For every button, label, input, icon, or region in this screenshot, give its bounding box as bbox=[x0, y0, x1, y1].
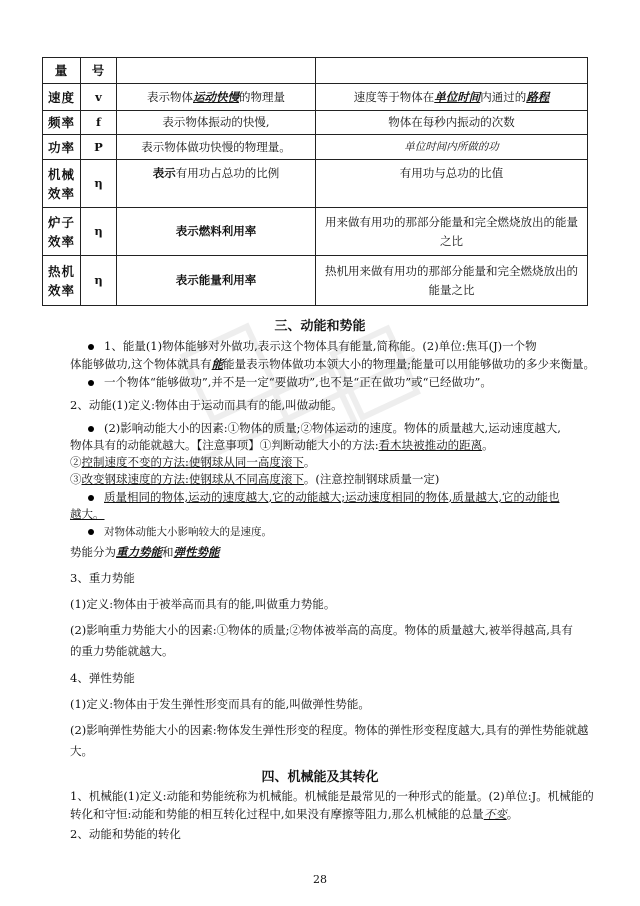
quantity-symbol: f bbox=[81, 111, 117, 135]
paragraph: 越大。 bbox=[70, 507, 105, 521]
paragraph: (2)影响重力势能大小的因素:①物体的质量;②物体被举高的高度。物体的质量越大,被举得越高,具有 bbox=[70, 623, 573, 637]
quantity-name: 炉子 效率 bbox=[43, 208, 81, 256]
quantity-definition: 有用功与总功的比值 bbox=[316, 160, 588, 208]
quantity-meaning: 表示物体运动快慢的物理量 bbox=[117, 84, 316, 111]
paragraph: (2)影响动能大小的因素:①物体的质量;②物体运动的速度。物体的质量越大,运动速度越大, bbox=[88, 420, 561, 437]
paragraph: 1、能量(1)物体能够对外做功,表示这个物体具有能量,简称能。(2)单位:焦耳(J)一个物 bbox=[88, 338, 537, 355]
quantity-name: 量 bbox=[43, 58, 81, 84]
table-row bbox=[43, 208, 588, 256]
paragraph: ②控制速度不变的方法:使钢球从同一高度滚下。 bbox=[70, 455, 316, 469]
quantity-definition: 用来做有用功的那部分能量和完全燃烧放出的能量 之比 bbox=[316, 208, 588, 256]
quantity-definition: 单位时间内所做的功 bbox=[316, 135, 588, 160]
paragraph: 3、重力势能 bbox=[70, 571, 135, 585]
quantity-symbol: 号 bbox=[81, 58, 117, 84]
quantity-meaning: 表示能量利用率 bbox=[117, 256, 316, 306]
table-row bbox=[43, 160, 588, 208]
quantity-symbol: η bbox=[81, 256, 117, 306]
paragraph: 转化和守恒:动能和势能的相互转化过程中,如果没有摩擦等阻力,那么机械能的总量不变。 bbox=[70, 807, 519, 821]
section-title: 四、机械能及其转化 bbox=[261, 770, 379, 785]
table-row bbox=[43, 111, 588, 135]
section-title: 三、动能和势能 bbox=[274, 319, 366, 334]
table-row bbox=[43, 135, 588, 160]
paragraph: 2、动能和势能的转化 bbox=[70, 827, 181, 841]
bullet-icon bbox=[88, 380, 94, 386]
table-row bbox=[43, 84, 588, 111]
quantity-meaning: 表示有用功占总功的比例 bbox=[117, 160, 316, 208]
bullet-icon bbox=[88, 426, 94, 432]
quantity-name: 速度 bbox=[43, 84, 81, 111]
quantity-name: 频率 bbox=[43, 111, 81, 135]
quantity-definition: 物体在每秒内振动的次数 bbox=[316, 111, 588, 135]
paragraph: (1)定义:物体由于发生弹性形变而具有的能,叫做弹性势能。 bbox=[70, 697, 370, 711]
paragraph: 1、机械能(1)定义:动能和势能统称为机械能。机械能是最常见的一种形式的能量。(2)单位:J。机械能的 bbox=[70, 789, 594, 803]
paragraph: 的重力势能就越大。 bbox=[70, 644, 174, 658]
quantity-name: 机械 效率 bbox=[43, 160, 81, 208]
paragraph: 质量相同的物体,运动的速度越大,它的动能越大;运动速度相同的物体,质量越大,它的动能也 bbox=[88, 489, 560, 506]
paragraph: 2、动能(1)定义:物体由于运动而具有的能,叫做动能。 bbox=[70, 398, 343, 412]
bullet-icon bbox=[88, 529, 94, 535]
paragraph: 势能分为重力势能和弹性势能 bbox=[70, 545, 220, 559]
paragraph: 对物体动能大小影响较大的是速度。 bbox=[88, 524, 272, 541]
paragraph: 一个物体“能够做功”,并不是一定“要做功”,也不是“正在做功”或“已经做功”。 bbox=[88, 374, 492, 391]
paragraph: 体能够做功,这个物体就具有能能量表示物体做功本领大小的物理量;能量可以用能够做功的多少来衡量。 bbox=[70, 357, 596, 371]
physics-quantity-table bbox=[42, 57, 588, 306]
quantity-symbol: v bbox=[81, 84, 117, 111]
page-number: 28 bbox=[313, 873, 327, 886]
quantity-symbol: η bbox=[81, 160, 117, 208]
quantity-name: 热机 效率 bbox=[43, 256, 81, 306]
paragraph: (2)影响弹性势能大小的因素:物体发生弹性形变的程度。物体的弹性形变程度越大,具有的弹性势能就越 bbox=[70, 723, 589, 737]
paragraph: 4、弹性势能 bbox=[70, 671, 135, 685]
quantity-symbol: η bbox=[81, 208, 117, 256]
bullet-icon bbox=[88, 344, 94, 350]
quantity-meaning: 表示物体做功快慢的物理量。 bbox=[117, 135, 316, 160]
quantity-symbol: P bbox=[81, 135, 117, 160]
paragraph: ③改变钢球速度的方法:使钢球从不同高度滚下。(注意控制钢球质量一定) bbox=[70, 472, 440, 486]
quantity-definition: 热机用来做有用功的那部分能量和完全燃烧放出的 能量之比 bbox=[316, 256, 588, 306]
quantity-name: 功率 bbox=[43, 135, 81, 160]
table-row bbox=[43, 256, 588, 306]
paragraph: (1)定义:物体由于被举高而具有的能,叫做重力势能。 bbox=[70, 597, 336, 611]
bullet-icon bbox=[88, 495, 94, 501]
quantity-meaning: 表示物体振动的快慢, bbox=[117, 111, 316, 135]
quantity-meaning: 表示燃料利用率 bbox=[117, 208, 316, 256]
paragraph: 物体具有的动能就越大。【注意事项】①判断动能大小的方法:看木块被推动的距离。 bbox=[70, 438, 494, 452]
quantity-definition: 速度等于物体在单位时间内通过的路程 bbox=[316, 84, 588, 111]
table-row bbox=[43, 58, 588, 84]
paragraph: 大。 bbox=[70, 744, 93, 758]
